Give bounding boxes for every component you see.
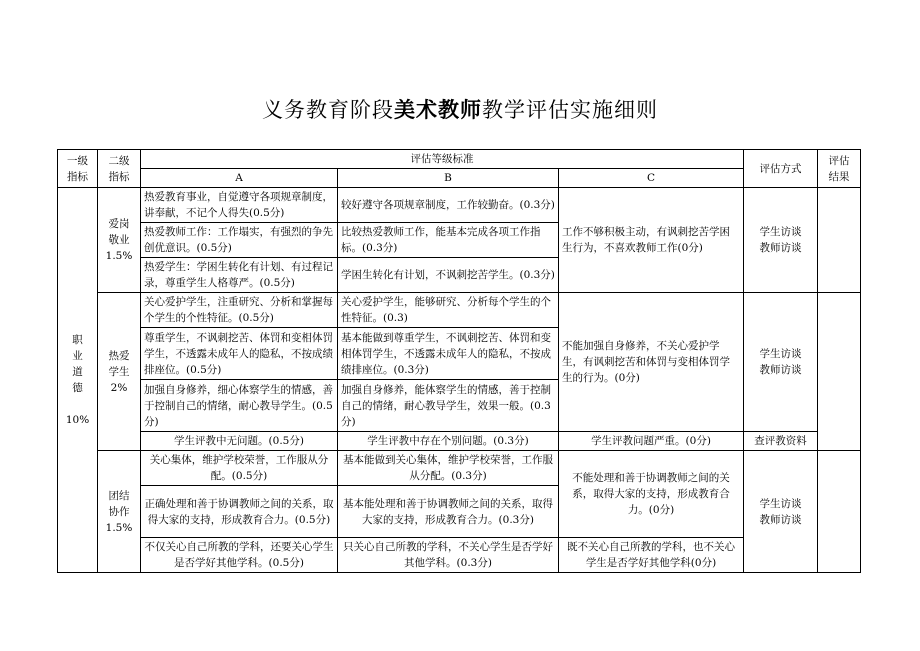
evaluation-method: 查评教资料 bbox=[744, 432, 818, 451]
evaluation-method: 学生访谈 教师访谈 bbox=[744, 188, 818, 293]
criterion-b: 关心爱护学生，能够研究、分析每个学生的个性特征。(0.3) bbox=[338, 293, 559, 328]
header-result: 评估 结果 bbox=[818, 150, 861, 188]
evaluation-result bbox=[818, 451, 861, 573]
level2-name: 团结 协作 1.5% bbox=[98, 451, 141, 573]
title-part3: 教学评估实施细则 bbox=[482, 98, 658, 122]
header-grade-b: B bbox=[338, 169, 559, 188]
page-title bbox=[0, 94, 920, 124]
criterion-a: 尊重学生，不讽刺挖苦、体罚和变相体罚学生，不透露未成年人的隐私，不按成绩排座位。(0.5分) bbox=[141, 328, 338, 380]
criterion-c: 工作不够积极主动，有讽刺挖苦学困生行为，不喜欢教师工作(0分) bbox=[559, 188, 744, 293]
criterion-a: 加强自身修养，细心体察学生的情感，善于控制自己的情绪，耐心教导学生。(0.5分) bbox=[141, 380, 338, 432]
header-standards: 评估等级标准 bbox=[141, 150, 744, 169]
criterion-a: 不仅关心自己所教的学科，还要关心学生是否学好其他学科。(0.5分) bbox=[141, 538, 338, 573]
title-part1: 义务教育阶段 bbox=[262, 98, 394, 122]
criterion-b: 比较热爱教师工作，能基本完成各项工作指标。(0.3分) bbox=[338, 223, 559, 258]
criterion-a: 关心爱护学生，注重研究、分析和掌握每个学生的个性特征。(0.5分) bbox=[141, 293, 338, 328]
criterion-b: 加强自身修养，能体察学生的情感，善于控制自己的情绪，耐心教导学生，效果一般。(0.3分) bbox=[338, 380, 559, 432]
criterion-c: 不能处理和善于协调教师之间的关系，取得大家的支持，形成教育合力。(0分) bbox=[559, 451, 744, 538]
criterion-b: 较好遵守各项规章制度，工作较勤奋。(0.3分) bbox=[338, 188, 559, 223]
level2-name: 热爱 学生 2% bbox=[98, 293, 141, 451]
evaluation-result bbox=[818, 293, 861, 451]
criterion-a: 热爱学生：学困生转化有计划、有过程记录，尊重学生人格尊严。(0.5分) bbox=[141, 258, 338, 293]
criterion-b: 只关心自己所教的学科，不关心学生是否学好其他学科。(0.3分) bbox=[338, 538, 559, 573]
criterion-b: 基本能做到尊重学生，不讽刺挖苦、体罚和变相体罚学生，不透露未成年人的隐私，不按成绩排座位。(0.3分) bbox=[338, 328, 559, 380]
title-part2: 美术教师 bbox=[394, 97, 482, 122]
header-grade-c: C bbox=[559, 169, 744, 188]
criterion-b: 基本能做到关心集体，维护学校荣誉，工作服从分配。(0.3分) bbox=[338, 451, 559, 486]
header-method: 评估方式 bbox=[744, 150, 818, 188]
criterion-b: 基本能处理和善于协调教师之间的关系，取得大家的支持，形成教育合力。(0.3分) bbox=[338, 486, 559, 538]
criterion-a: 关心集体，维护学校荣誉，工作服从分配。(0.5分) bbox=[141, 451, 338, 486]
criterion-c: 不能加强自身修养，不关心爱护学生，有讽刺挖苦和体罚与变相体罚学生的行为。(0分) bbox=[559, 293, 744, 432]
criterion-c: 既不关心自己所教的学科，也不关心学生是否学好其他学科(0分) bbox=[559, 538, 744, 573]
criterion-b: 学生评教中存在个别问题。(0.3分) bbox=[338, 432, 559, 451]
criterion-a: 正确处理和善于协调教师之间的关系，取得大家的支持，形成教育合力。(0.5分) bbox=[141, 486, 338, 538]
header-level2: 二级 指标 bbox=[98, 150, 141, 188]
evaluation-table bbox=[57, 149, 861, 573]
level2-name: 爱岗 敬业 1.5% bbox=[98, 188, 141, 293]
header-level1: 一级 指标 bbox=[58, 150, 98, 188]
evaluation-method: 学生访谈 教师访谈 bbox=[744, 293, 818, 432]
header-grade-a: A bbox=[141, 169, 338, 188]
evaluation-result bbox=[818, 188, 861, 293]
evaluation-method: 学生访谈 教师访谈 bbox=[744, 451, 818, 573]
criterion-a: 热爱教师工作：工作塌实，有强烈的争先创优意识。(0.5分) bbox=[141, 223, 338, 258]
criterion-b: 学困生转化有计划，不讽刺挖苦学生。(0.3分) bbox=[338, 258, 559, 293]
criterion-a: 热爱教育事业，自觉遵守各项规章制度，讲奉献，不记个人得失(0.5分) bbox=[141, 188, 338, 223]
level1-name: 职 业 道 德 10% bbox=[58, 188, 98, 573]
criterion-a: 学生评教中无问题。(0.5分) bbox=[141, 432, 338, 451]
criterion-c: 学生评教问题严重。(0分) bbox=[559, 432, 744, 451]
